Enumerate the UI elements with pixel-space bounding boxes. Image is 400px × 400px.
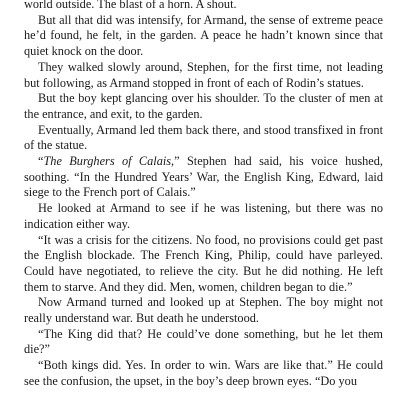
paragraph-6: [24, 154, 383, 201]
paragraph-2: But all that did was intensify, for Armand, the sense of extreme peace he’d found, he felt, in the garden. A peace he hadn’t known since that quiet knock on the door.: [24, 12, 383, 59]
paragraph-7: He looked at Armand to see if he was listening, but there was no indication either way.: [24, 201, 383, 231]
paragraph-10: “The King did that? He could’ve done something, but he let them die?”: [24, 326, 383, 357]
paragraph-9: Now Armand turned and looked up at Stephen. The boy might not really understand war. But death he understood.: [24, 295, 383, 326]
paragraph-1: world outside. The blast of a horn. A shout.: [24, 0, 237, 11]
paragraph-11: “Both kings did. Yes. In order to win. Wars are like that.” He could see the confusion, the upset, in the boy’s deep brown eyes. “Do you: [24, 358, 383, 388]
paragraph-3: They walked slowly around, Stephen, for the first time, not leading but following, as Armand stopped in front of each of Rodin’s statues.: [24, 59, 383, 90]
open-quote: “: [38, 154, 44, 169]
paragraph-5: Eventually, Armand led them back there, and stood transfixed in front of the statue.: [24, 122, 383, 153]
statue-title: The Burghers of Calais,: [43, 154, 175, 169]
paragraph-4: But the boy kept glancing over his shoulder. To the cluster of men at the entrance, and exit, to the garden.: [24, 91, 383, 121]
paragraph-6-text: ” Stephen had said, his voice hushed, soothing. “In the Hundred Years’ War, the English King, Edward, laid siege to the French port of Calais.”: [24, 154, 383, 200]
paragraph-8: “It was a crisis for the citizens. No food, no provisions could get past the English blockade. The French King, Philip, could have parleyed. Could have negotiated, to relieve the city. But he did nothing. He left them to starve. And they did. Men, women, children began to die.”: [24, 232, 383, 294]
